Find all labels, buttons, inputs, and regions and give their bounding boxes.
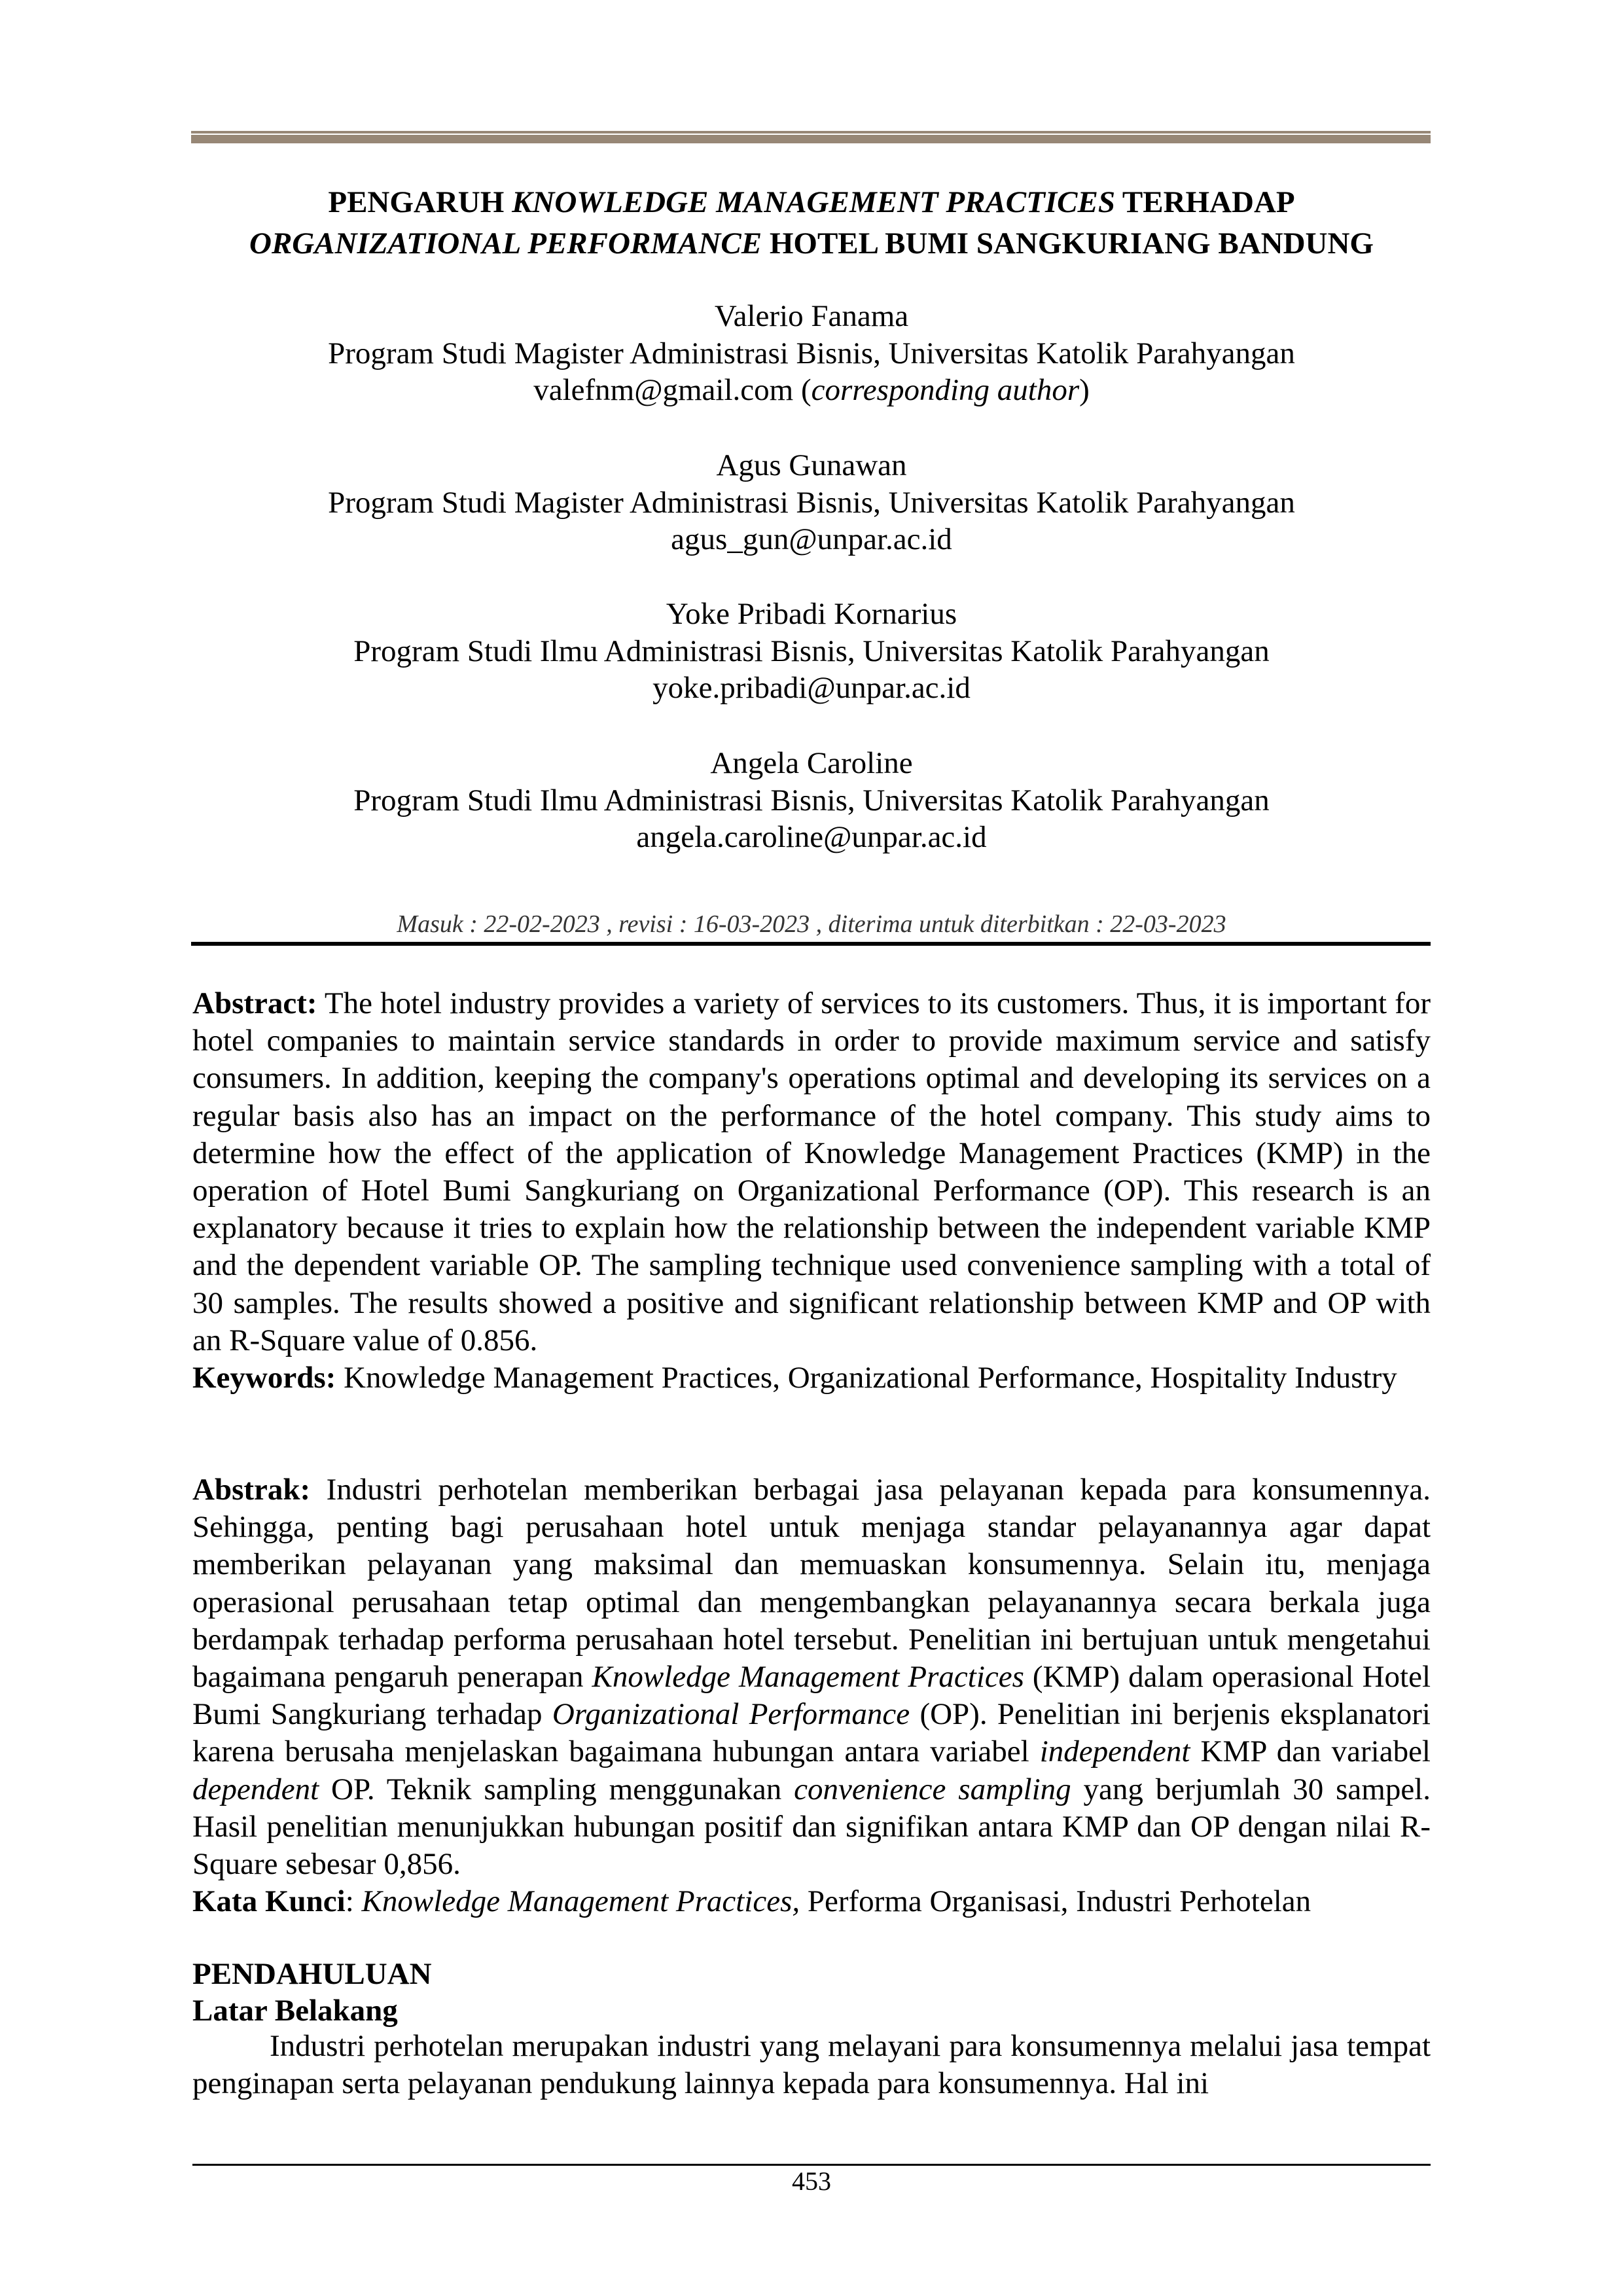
kata-kunci-label: Kata Kunci bbox=[192, 1884, 346, 1919]
abstract-label: Abstract: bbox=[192, 986, 317, 1020]
kata-kunci-text: Performa Organisasi, Industri Perhotelan bbox=[800, 1884, 1311, 1919]
author-email[interactable]: angela.caroline@unpar.ac.id bbox=[636, 820, 987, 854]
paper-title bbox=[192, 182, 1431, 264]
kata-kunci-line bbox=[192, 1883, 1431, 1920]
corresponding-author-note: corresponding author bbox=[811, 373, 1080, 407]
abstrak-text: KMP dan variabel bbox=[1190, 1734, 1431, 1769]
intro-paragraph: Industri perhotelan merupakan industri yang melayani para konsumennya melalui jasa tempat penginapan serta pelayanan pendukung lainnya kepada para konsumennya. Hal ini bbox=[192, 2029, 1431, 2101]
page-number: 453 bbox=[792, 2166, 831, 2196]
kata-kunci-italic: Knowledge Management Practices, bbox=[361, 1884, 800, 1919]
title-italic-text: KNOWLEDGE MANAGEMENT PRACTICES bbox=[512, 185, 1115, 219]
email-note-paren: ( bbox=[793, 373, 812, 407]
subsection-heading: Latar Belakang bbox=[192, 1994, 398, 2028]
author-affiliation: Program Studi Magister Administrasi Bisnis, Universitas Katolik Parahyangan bbox=[328, 336, 1295, 370]
author-name: Yoke Pribadi Kornarius bbox=[666, 597, 957, 631]
keywords-text: Knowledge Management Practices, Organizational Performance, Hospitality Industry bbox=[336, 1361, 1397, 1395]
author-email[interactable]: valefnm@gmail.com bbox=[533, 373, 794, 407]
abstrak-text: (OP). Penelitian ini berjenis eksplanatori karena berusaha menjelaskan bagaimana hubungan antara variabel bbox=[192, 1697, 1431, 1769]
header-separator-rule bbox=[191, 942, 1431, 946]
abstrak-italic-term: dependent bbox=[192, 1772, 319, 1806]
author-affiliation: Program Studi Ilmu Administrasi Bisnis, Universitas Katolik Parahyangan bbox=[353, 783, 1270, 817]
header-stripe-thick bbox=[191, 135, 1431, 143]
abstrak-italic-term: Organizational Performance bbox=[552, 1697, 910, 1732]
abstrak-italic-term: convenience sampling bbox=[794, 1772, 1071, 1806]
author-name: Angela Caroline bbox=[710, 746, 913, 780]
keywords-label: Keywords: bbox=[192, 1361, 336, 1395]
author-block bbox=[192, 596, 1431, 707]
header-stripe-thin bbox=[191, 131, 1431, 134]
abstrak-italic-term: Knowledge Management Practices bbox=[592, 1660, 1024, 1695]
title-text: TERHADAP bbox=[1115, 185, 1295, 219]
abstrak-italic-term: independent bbox=[1039, 1734, 1190, 1769]
abstrak-text: Industri perhotelan memberikan berbagai jasa pelayanan kepada para konsumennya. Sehingga, penting bagi perusahaan hotel untuk menjaga standar pelayanannya agar dapat memberikan pelayanan yang maksimal dan memuaskan konsumennya. Selain itu, menjaga operasional perusahaan tetap optimal dan mengembangkan pelayanannya secara berkala juga berdampak terhadap performa perusahaan hotel tersebut. Penelitian ini bertujuan untuk mengetahui bagaimana pengaruh penerapan bbox=[192, 1473, 1431, 1695]
author-name: Valerio Fanama bbox=[714, 299, 909, 333]
abstrak-text: (KMP) dalam operasional Hotel Bumi Sangkuriang terhadap bbox=[192, 1660, 1431, 1732]
abstract-indonesian bbox=[192, 1471, 1431, 1920]
title-line-2 bbox=[192, 223, 1431, 264]
author-email[interactable]: agus_gun@unpar.ac.id bbox=[671, 522, 952, 556]
author-name: Agus Gunawan bbox=[716, 448, 907, 482]
abstrak-label: Abstrak: bbox=[192, 1473, 311, 1507]
title-line-1 bbox=[192, 182, 1431, 223]
section-heading: PENDAHULUAN bbox=[192, 1957, 432, 1991]
abstract-text: The hotel industry provides a variety of services to its customers. Thus, it is important for hotel companies to maintain service standards in order to provide maximum service and satisfy consumers. In addition, keeping the company's operations optimal and developing its services on a regular basis also has an impact on the performance of the hotel company. This study aims to determine how the effect of the application of Knowledge Management Practices (KMP) in the operation of Hotel Bumi Sangkuriang on Organizational Performance (OP). This research is an explanatory because it tries to explain how the relationship between the independent variable KMP and the dependent variable OP. The sampling technique used convenience sampling with a total of 30 samples. The results showed a positive and significant relationship between KMP and OP with an R-Square value of 0.856. bbox=[192, 986, 1431, 1357]
author-block bbox=[192, 298, 1431, 409]
author-affiliation: Program Studi Magister Administrasi Bisnis, Universitas Katolik Parahyangan bbox=[328, 485, 1295, 520]
author-block bbox=[192, 745, 1431, 856]
abstract-english bbox=[192, 985, 1431, 1397]
title-italic-text: ORGANIZATIONAL PERFORMANCE bbox=[249, 226, 762, 260]
kata-kunci-colon: : bbox=[345, 1884, 362, 1919]
author-email[interactable]: yoke.pribadi@unpar.ac.id bbox=[652, 671, 971, 705]
submission-dates: Masuk : 22-02-2023 , revisi : 16-03-2023 , diterima untuk diterbitkan : 22-03-2023 bbox=[397, 910, 1226, 938]
footer-rule bbox=[192, 2164, 1431, 2166]
email-note-paren: ) bbox=[1079, 373, 1090, 407]
author-affiliation: Program Studi Ilmu Administrasi Bisnis, Universitas Katolik Parahyangan bbox=[353, 634, 1270, 668]
title-text: PENGARUH bbox=[328, 185, 512, 219]
title-text: HOTEL BUMI SANGKURIANG BANDUNG bbox=[762, 226, 1374, 260]
author-block bbox=[192, 447, 1431, 558]
abstrak-text: yang berjumlah 30 sampel. Hasil penelitian menunjukkan hubungan positif dan signifikan antara KMP dan OP dengan nilai R-Square sebesar 0,856. bbox=[192, 1772, 1431, 1882]
abstrak-text: OP. Teknik sampling menggunakan bbox=[319, 1772, 794, 1806]
author-email-line bbox=[192, 372, 1431, 409]
